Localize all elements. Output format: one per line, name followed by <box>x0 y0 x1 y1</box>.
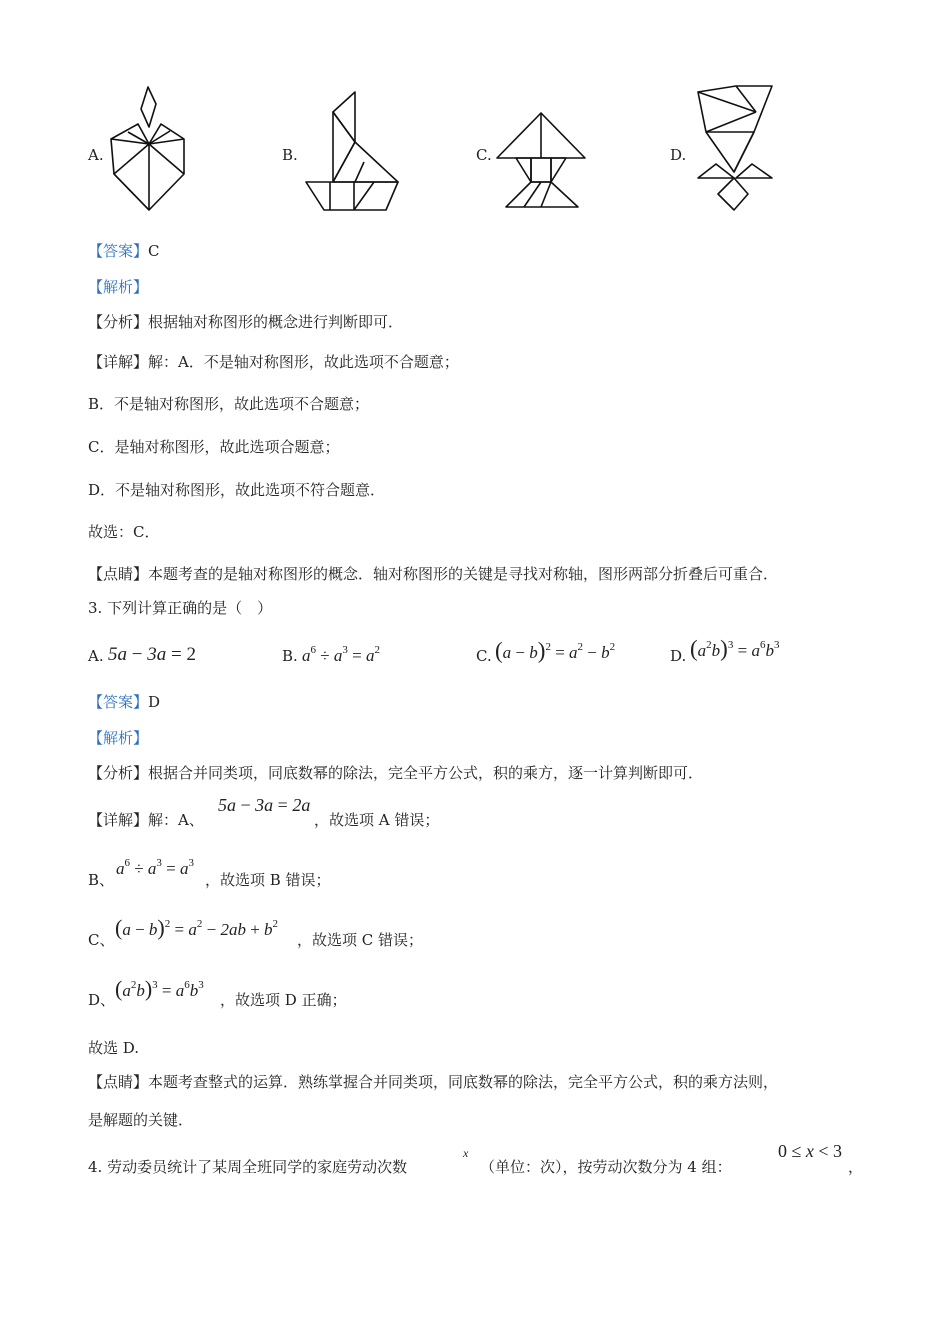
figure-b-tangram <box>304 90 404 215</box>
q3-option-a-label: A. <box>88 647 104 665</box>
q3-option-c-formula: $(a - b)^2 = a^2 - b^2$ <box>495 638 616 663</box>
answer-tag: 【答案】 <box>88 242 149 260</box>
fenxi-text: 根据合并同类项，同底数幂的除法，完全平方公式，积的乘方，逐一计算判断即可． <box>148 764 704 782</box>
q4-stem-mid: （单位：次），按劳动次数分为 4 组： <box>480 1158 732 1176</box>
fenxi-tag: 【分析】 <box>88 313 149 331</box>
answer-value: D <box>148 693 161 711</box>
q3-option-c-label: C. <box>476 647 492 665</box>
q2-comment-line <box>88 564 778 584</box>
q2-detail-line-a <box>88 352 459 372</box>
q3-option-a-formula: 5a − 3a = 2 <box>108 644 196 665</box>
q3-detail-d-prefix: D、 <box>88 991 116 1009</box>
q3-fenxi-line <box>88 763 703 783</box>
option-d-label: D. <box>670 146 687 164</box>
q3-option-b-formula: $a^6 \div a^3 = a^2$ <box>302 644 380 665</box>
fenxi-text: 根据轴对称图形的概念进行判断即可． <box>148 313 404 331</box>
comment-tag: 【点睛】 <box>88 1073 149 1091</box>
q3-stem: 3. 下列计算正确的是（ ） <box>88 599 273 617</box>
q3-detail-a-formula: 5a − 3a = 2a <box>218 795 311 815</box>
q3-detail-b-prefix: B、 <box>88 871 115 889</box>
fenxi-tag: 【分析】 <box>88 764 149 782</box>
option-b-label: B. <box>282 146 298 164</box>
q2-analysis-tag: 【解析】 <box>88 278 149 296</box>
answer-value: C <box>148 242 160 260</box>
q3-detail-line-a <box>88 810 204 830</box>
comment-text: 本题考查整式的运算．熟练掌握合并同类项，同底数幂的除法，完全平方公式，积的乘方法则， <box>148 1073 779 1091</box>
figure-a-tangram <box>108 84 188 214</box>
q3-detail-c-prefix: C、 <box>88 931 115 949</box>
detail-tag: 【详解】 <box>88 811 149 829</box>
q2-detail-line-b: B．不是轴对称图形，故此选项不合题意； <box>88 395 370 413</box>
comment-tag: 【点睛】 <box>88 565 149 583</box>
q3-answer-line <box>88 692 160 712</box>
q3-option-d-label: D. <box>670 647 687 665</box>
detail-a-prefix: 解：A、 <box>148 811 204 829</box>
comment-text: 本题考查的是轴对称图形的概念．轴对称图形的关键是寻找对称轴，图形两部分折叠后可重合． <box>148 565 779 583</box>
figure-d-tangram <box>696 84 776 214</box>
q2-fenxi-line <box>88 312 403 332</box>
q4-range-formula: 0 ≤ x < 3 <box>778 1141 843 1161</box>
q3-detail-b-formula: $a^6 \div a^3 = a^3$ <box>116 857 194 878</box>
detail-a-text: 解：A．不是轴对称图形，故此选项不合题意； <box>148 353 459 371</box>
q3-comment-line-1 <box>88 1072 778 1092</box>
q3-analysis-tag: 【解析】 <box>88 729 149 747</box>
q2-detail-line-d: D．不是轴对称图形，故此选项不符合题意． <box>88 481 386 499</box>
q3-detail-b-suffix: ，故选项 B 错误； <box>205 871 331 889</box>
q3-detail-c-suffix: ，故选项 C 错误； <box>297 931 424 949</box>
q3-detail-d-suffix: ，故选项 D 正确； <box>220 991 347 1009</box>
detail-tag: 【详解】 <box>88 353 149 371</box>
q4-stem-start: 4. 劳动委员统计了某周全班同学的家庭劳动次数 <box>88 1158 408 1176</box>
q3-comment-line-2: 是解题的关键． <box>88 1111 194 1129</box>
q3-detail-d-formula: $(a^2b)^3 = a^6b^3$ <box>115 976 204 1001</box>
figure-c-tangram <box>494 110 589 210</box>
option-a-label: A. <box>88 146 104 164</box>
q3-detail-a-suffix: ，故选项 A 错误； <box>314 811 440 829</box>
q3-option-b-label: B. <box>282 647 298 665</box>
q3-conclusion: 故选 D. <box>88 1039 140 1057</box>
answer-tag: 【答案】 <box>88 693 149 711</box>
q2-detail-line-c: C．是轴对称图形，故此选项合题意； <box>88 438 340 456</box>
q3-option-d-formula: $(a^2b)^3 = a^6b^3$ <box>690 636 780 661</box>
q4-stem-end: ， <box>848 1158 864 1176</box>
q3-detail-c-formula: $(a - b)^2 = a^2 - 2ab + b^2$ <box>115 915 279 940</box>
option-c-label: C. <box>476 146 492 164</box>
q2-conclusion: 故选：C． <box>88 523 160 541</box>
q4-variable-x: x <box>463 1146 469 1160</box>
q2-answer-line <box>88 241 160 261</box>
